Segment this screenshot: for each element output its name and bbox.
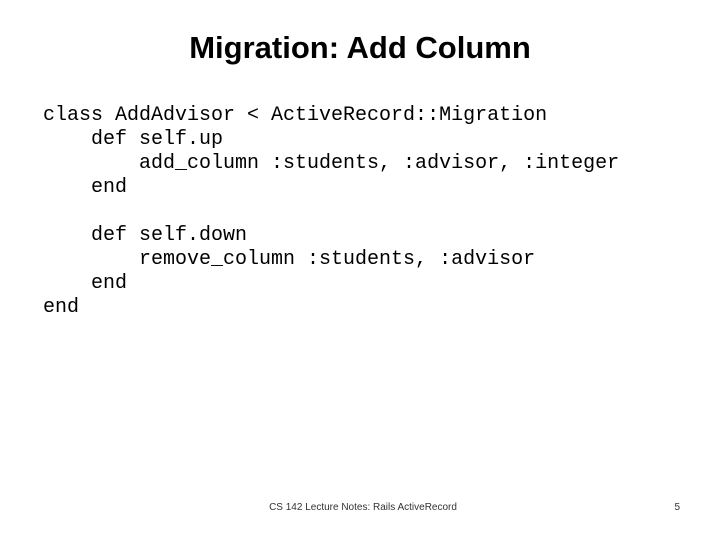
- code-line: end: [43, 296, 80, 319]
- slide-footer: CS 142 Lecture Notes: Rails ActiveRecord: [269, 502, 457, 513]
- code-line: add_column :students, :advisor, :integer: [43, 152, 620, 175]
- code-line: def self.down: [43, 224, 248, 247]
- code-line: end: [43, 176, 128, 199]
- code-line: def self.up: [43, 128, 224, 151]
- code-block: [43, 104, 619, 320]
- code-line-blank: [43, 200, 619, 224]
- code-line: class AddAdvisor < ActiveRecord::Migration: [43, 104, 548, 127]
- code-line: remove_column :students, :advisor: [43, 248, 536, 271]
- slide-title: Migration: Add Column: [189, 30, 531, 65]
- page-number: 5: [674, 502, 680, 513]
- code-line: end: [43, 272, 128, 295]
